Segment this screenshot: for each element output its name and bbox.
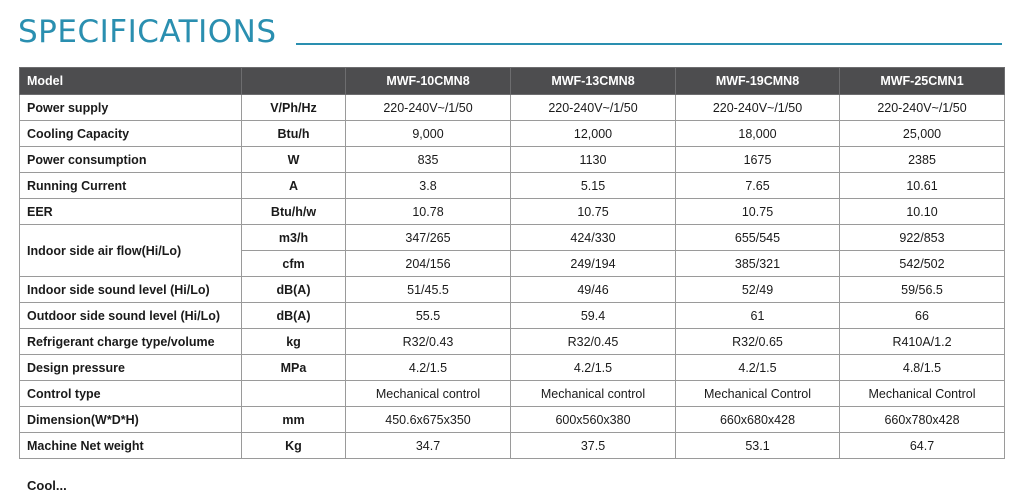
row-unit: Kg bbox=[242, 433, 346, 459]
cell-value: 66 bbox=[840, 303, 1005, 329]
cell-value: 5.15 bbox=[511, 173, 676, 199]
row-unit: W bbox=[242, 147, 346, 173]
row-unit: MPa bbox=[242, 355, 346, 381]
cell-value: 4.2/1.5 bbox=[676, 355, 840, 381]
row-unit: dB(A) bbox=[242, 303, 346, 329]
row-label: Cooling Capacity bbox=[20, 121, 242, 147]
row-label: Refrigerant charge type/volume bbox=[20, 329, 242, 355]
table-row bbox=[20, 355, 1005, 381]
row-label: Running Current bbox=[20, 173, 242, 199]
row-label: Dimension(W*D*H) bbox=[20, 407, 242, 433]
cell-value: 25,000 bbox=[840, 121, 1005, 147]
cell-value: 249/194 bbox=[511, 251, 676, 277]
cell-value: 1130 bbox=[511, 147, 676, 173]
cell-value: 450.6x675x350 bbox=[346, 407, 511, 433]
row-unit: dB(A) bbox=[242, 277, 346, 303]
cell-value: 10.78 bbox=[346, 199, 511, 225]
table-row bbox=[20, 147, 1005, 173]
cell-value: 4.8/1.5 bbox=[840, 355, 1005, 381]
cell-value: 61 bbox=[676, 303, 840, 329]
cell-value: 59/56.5 bbox=[840, 277, 1005, 303]
cell-value: 64.7 bbox=[840, 433, 1005, 459]
table-row bbox=[20, 121, 1005, 147]
header-model-1: MWF-10CMN8 bbox=[346, 68, 511, 95]
cell-value: 600x560x380 bbox=[511, 407, 676, 433]
table-row bbox=[20, 407, 1005, 433]
footer-text: Cool... bbox=[27, 478, 67, 493]
cell-value: 18,000 bbox=[676, 121, 840, 147]
cell-value: 10.75 bbox=[511, 199, 676, 225]
table-row bbox=[20, 303, 1005, 329]
title-divider bbox=[296, 43, 1002, 45]
header-model-2: MWF-13CMN8 bbox=[511, 68, 676, 95]
header-model-3: MWF-19CMN8 bbox=[676, 68, 840, 95]
row-label: Machine Net weight bbox=[20, 433, 242, 459]
row-unit: mm bbox=[242, 407, 346, 433]
row-unit: A bbox=[242, 173, 346, 199]
cell-value: 660x680x428 bbox=[676, 407, 840, 433]
cell-value: 37.5 bbox=[511, 433, 676, 459]
table-row bbox=[20, 381, 1005, 407]
table-row bbox=[20, 277, 1005, 303]
header-unit bbox=[242, 68, 346, 95]
table-row bbox=[20, 329, 1005, 355]
header-model-4: MWF-25CMN1 bbox=[840, 68, 1005, 95]
table-row bbox=[20, 433, 1005, 459]
cell-value: R410A/1.2 bbox=[840, 329, 1005, 355]
cell-value: 52/49 bbox=[676, 277, 840, 303]
cell-value: 1675 bbox=[676, 147, 840, 173]
cell-value: 10.75 bbox=[676, 199, 840, 225]
page-title: SPECIFICATIONS bbox=[18, 14, 277, 50]
cell-value: 59.4 bbox=[511, 303, 676, 329]
cell-value: 347/265 bbox=[346, 225, 511, 251]
specifications-table bbox=[19, 67, 1005, 459]
cell-value: 9,000 bbox=[346, 121, 511, 147]
cell-value: Mechanical control bbox=[346, 381, 511, 407]
cell-value: 220-240V~/1/50 bbox=[511, 95, 676, 121]
cell-value: 655/545 bbox=[676, 225, 840, 251]
cell-value: 12,000 bbox=[511, 121, 676, 147]
table-row bbox=[20, 95, 1005, 121]
cell-value: R32/0.65 bbox=[676, 329, 840, 355]
row-label: Design pressure bbox=[20, 355, 242, 381]
cell-value: 53.1 bbox=[676, 433, 840, 459]
cell-value: 220-240V~/1/50 bbox=[346, 95, 511, 121]
cell-value: 922/853 bbox=[840, 225, 1005, 251]
cell-value: 424/330 bbox=[511, 225, 676, 251]
row-label: Indoor side air flow(Hi/Lo) bbox=[20, 225, 242, 277]
cell-value: 204/156 bbox=[346, 251, 511, 277]
cell-value: 4.2/1.5 bbox=[511, 355, 676, 381]
cell-value: Mechanical Control bbox=[840, 381, 1005, 407]
cell-value: R32/0.45 bbox=[511, 329, 676, 355]
header-model: Model bbox=[20, 68, 242, 95]
cell-value: 7.65 bbox=[676, 173, 840, 199]
cell-value: Mechanical control bbox=[511, 381, 676, 407]
row-unit: m3/h bbox=[242, 225, 346, 251]
cell-value: 835 bbox=[346, 147, 511, 173]
row-label: EER bbox=[20, 199, 242, 225]
cell-value: 49/46 bbox=[511, 277, 676, 303]
row-label: Power supply bbox=[20, 95, 242, 121]
row-unit bbox=[242, 381, 346, 407]
cell-value: 3.8 bbox=[346, 173, 511, 199]
cell-value: 4.2/1.5 bbox=[346, 355, 511, 381]
table-row bbox=[20, 173, 1005, 199]
row-unit: V/Ph/Hz bbox=[242, 95, 346, 121]
cell-value: 542/502 bbox=[840, 251, 1005, 277]
cell-value: 220-240V~/1/50 bbox=[676, 95, 840, 121]
cell-value: Mechanical Control bbox=[676, 381, 840, 407]
table-row bbox=[20, 225, 1005, 251]
cell-value: 385/321 bbox=[676, 251, 840, 277]
cell-value: 660x780x428 bbox=[840, 407, 1005, 433]
row-unit: Btu/h bbox=[242, 121, 346, 147]
cell-value: 10.61 bbox=[840, 173, 1005, 199]
cell-value: 220-240V~/1/50 bbox=[840, 95, 1005, 121]
row-unit: cfm bbox=[242, 251, 346, 277]
cell-value: 51/45.5 bbox=[346, 277, 511, 303]
cell-value: 55.5 bbox=[346, 303, 511, 329]
row-unit: kg bbox=[242, 329, 346, 355]
cell-value: 2385 bbox=[840, 147, 1005, 173]
row-label: Control type bbox=[20, 381, 242, 407]
table-header-row bbox=[20, 68, 1005, 95]
row-label: Power consumption bbox=[20, 147, 242, 173]
cell-value: R32/0.43 bbox=[346, 329, 511, 355]
row-label: Indoor side sound level (Hi/Lo) bbox=[20, 277, 242, 303]
table-row bbox=[20, 199, 1005, 225]
row-unit: Btu/h/w bbox=[242, 199, 346, 225]
cell-value: 34.7 bbox=[346, 433, 511, 459]
row-label: Outdoor side sound level (Hi/Lo) bbox=[20, 303, 242, 329]
cell-value: 10.10 bbox=[840, 199, 1005, 225]
